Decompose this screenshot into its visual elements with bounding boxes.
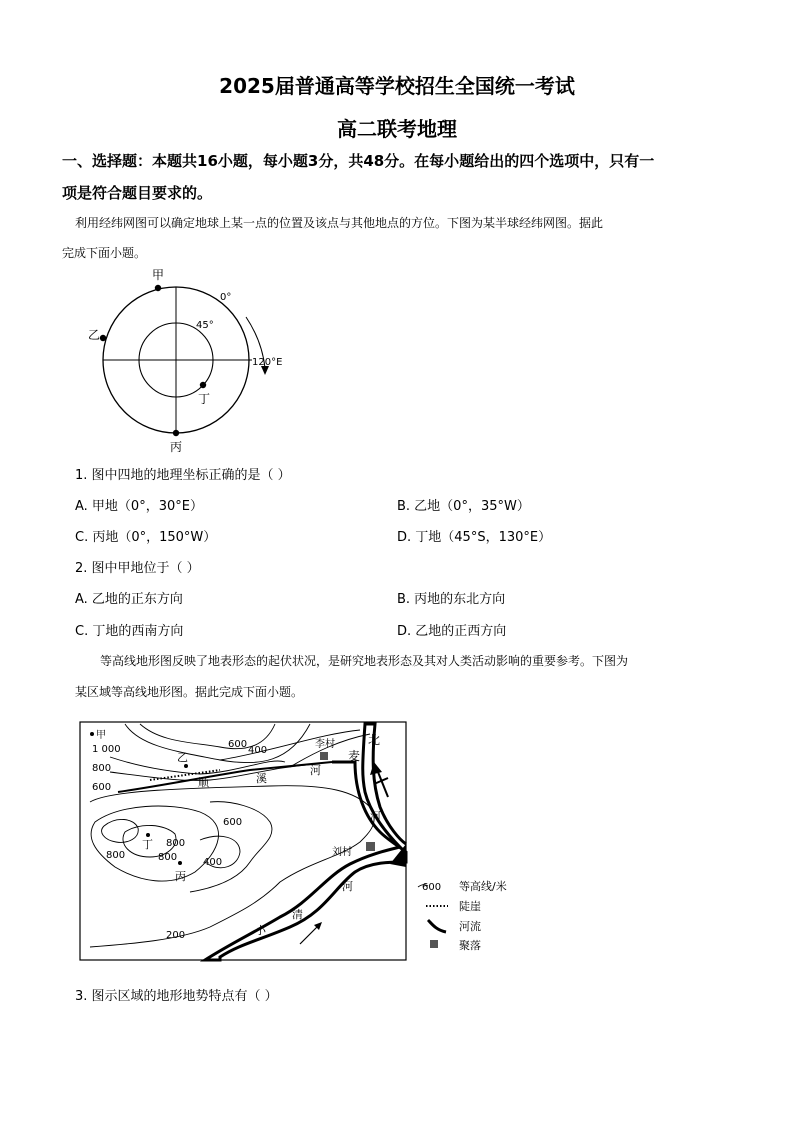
contour-line xyxy=(190,802,272,892)
label-contour-600-b: 600 xyxy=(228,739,248,750)
label-contour-800: 800 xyxy=(92,763,112,774)
q1-option-b[interactable]: B. 乙地（0°，35°W） xyxy=(397,499,530,514)
label-qing: 清 xyxy=(292,908,303,921)
intro1-line1: 利用经纬网图可以确定地球上某一点的位置及该点与其他地点的方位。下图为某半球经纬网图。据此 xyxy=(75,216,604,230)
label-120e: 120°E xyxy=(252,357,283,368)
label-contour-800-c: 800 xyxy=(106,850,126,861)
q1-stem: 1. 图中四地的地理坐标正确的是（ ） xyxy=(75,468,291,483)
legend-river-label: 河流 xyxy=(459,920,481,933)
point-bing xyxy=(173,430,179,436)
q1-option-a[interactable]: A. 甲地（0°，30°E） xyxy=(75,499,203,514)
intro1-line2: 完成下面小题。 xyxy=(62,246,147,260)
label-contour-600-c: 600 xyxy=(223,817,243,828)
label-ding: 丁 xyxy=(142,838,153,851)
legend-settlement-label: 聚落 xyxy=(459,939,481,952)
label-contour-400: 400 xyxy=(248,745,268,756)
contour-line xyxy=(90,786,374,947)
river xyxy=(205,724,406,960)
section-heading-line1: 一、选择题：本题共16小题，每小题3分，共48分。在每小题给出的四个选项中，只有一 xyxy=(62,152,655,170)
contour-line xyxy=(125,724,310,763)
legend-cliff-label: 陡崖 xyxy=(459,900,481,913)
contour-line xyxy=(102,819,139,842)
label-he-2: 河 xyxy=(370,810,381,823)
graticule-figure xyxy=(80,265,310,455)
contour-line xyxy=(91,806,218,881)
legend-settlement-symbol xyxy=(430,940,438,948)
label-contour-600: 600 xyxy=(92,782,112,793)
li-village-marker xyxy=(320,752,328,760)
label-jia: 甲 xyxy=(152,268,165,282)
point-yi xyxy=(184,764,188,768)
q1-option-c[interactable]: C. 丙地（0°，150°W） xyxy=(75,530,217,545)
label-yi: 乙 xyxy=(177,751,188,764)
label-xiao: 小 xyxy=(255,924,266,937)
point-ding xyxy=(200,382,206,388)
q3-stem: 3. 图示区域的地形地势特点有（ ） xyxy=(75,989,278,1004)
label-ding: 丁 xyxy=(198,392,211,406)
point-jia xyxy=(90,732,94,736)
label-contour-400-b: 400 xyxy=(203,857,223,868)
label-yi: 乙 xyxy=(88,328,101,342)
q2-option-b[interactable]: B. 丙地的东北方向 xyxy=(397,592,506,607)
label-xi: 溪 xyxy=(256,772,267,785)
label-north: 北 xyxy=(368,733,381,747)
cliff-line xyxy=(150,770,220,780)
contour-map-figure xyxy=(70,712,530,967)
legend-contour-label: 等高线/米 xyxy=(459,880,507,893)
liu-village-marker xyxy=(366,842,375,851)
label-mai: 麦 xyxy=(348,749,361,763)
label-bing: 丙 xyxy=(175,870,186,883)
label-bing: 丙 xyxy=(170,440,183,454)
label-liu-village: 刘村 xyxy=(332,847,352,858)
section-heading-line2: 项是符合题目要求的。 xyxy=(62,184,213,202)
label-contour-200: 200 xyxy=(166,930,186,941)
point-bing xyxy=(178,861,182,865)
q2-option-d[interactable]: D. 乙地的正西方向 xyxy=(397,624,507,639)
label-45deg: 45° xyxy=(196,320,214,331)
q2-option-c[interactable]: C. 丁地的西南方向 xyxy=(75,624,184,639)
q2-stem: 2. 图中甲地位于（ ） xyxy=(75,561,200,576)
label-contour-800-d: 800 xyxy=(158,852,178,863)
label-jia: 甲 xyxy=(96,730,106,741)
exam-subtitle: 高二联考地理 xyxy=(337,117,457,141)
intro2-line2: 某区域等高线地形图。据此完成下面小题。 xyxy=(75,685,304,699)
label-li-village: 李村 xyxy=(315,739,335,750)
q1-option-d[interactable]: D. 丁地（45°S，130°E） xyxy=(397,530,552,545)
label-he-1: 河 xyxy=(310,764,321,777)
q2-option-a[interactable]: A. 乙地的正东方向 xyxy=(75,592,183,607)
legend-contour-number: 600 xyxy=(422,882,442,893)
label-0deg: 0° xyxy=(220,292,232,303)
point-jia xyxy=(155,285,161,291)
label-shun: 顺 xyxy=(198,776,209,789)
exam-title: 2025届普通高等学校招生全国统一考试 xyxy=(219,74,575,98)
intro2-line1: 等高线地形图反映了地表形态的起伏状况，是研究地表形态及其对人类活动影响的重要参考。下图为 xyxy=(100,654,629,668)
label-he-3: 河 xyxy=(342,880,353,893)
point-ding xyxy=(146,833,150,837)
legend-river-symbol xyxy=(428,920,446,932)
label-contour-1000: 1 000 xyxy=(92,744,121,755)
point-yi xyxy=(100,335,106,341)
label-contour-800-b: 800 xyxy=(166,838,186,849)
